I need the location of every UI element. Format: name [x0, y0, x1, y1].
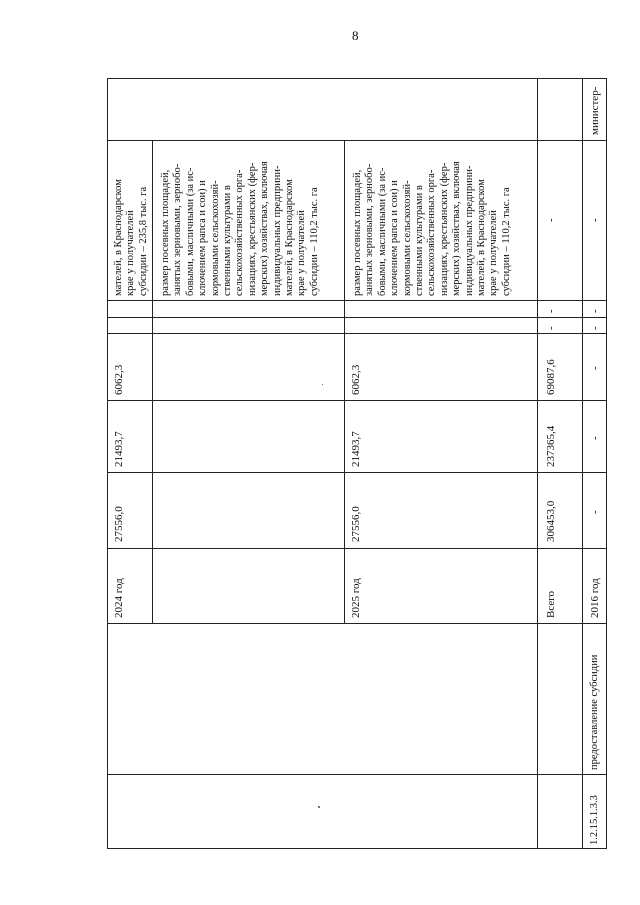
total-2025: 27556,0 — [350, 506, 362, 542]
table-line — [107, 774, 607, 775]
table-line — [107, 333, 607, 334]
table-line — [107, 400, 607, 401]
table-line — [107, 848, 607, 849]
table-line — [107, 317, 607, 318]
table-line — [107, 623, 607, 624]
year-2024: 2024 год — [113, 578, 125, 618]
scan-speck — [322, 384, 323, 385]
row-name: предоставление субсидии — [589, 654, 600, 770]
table-line — [344, 140, 345, 623]
col3-2016: - — [589, 366, 601, 370]
year-2016: 2016 год — [589, 578, 601, 618]
table-line — [537, 78, 538, 848]
total-col3: 69087,6 — [545, 359, 557, 395]
table-line — [107, 140, 607, 141]
total-col4: - — [545, 326, 557, 330]
scan-speck — [318, 806, 320, 808]
total-sum: 306453,0 — [545, 500, 557, 542]
indicator-2024: размер посевных площадей, занятых зерновыми, зернобо- бовыми, масличными (за ис- ключением рапса и сои) и кормовыми сельскохозяй- ственными культурами в сельскохозяйственных орга- низациях, крестьянских (фер- мерских) хозяйствах, включая индивидуальных предприни- мателей, в Краснодарском крае у получателей субсидии – 110,2 тыс. га — [160, 161, 320, 296]
table-line — [582, 78, 583, 848]
table-line — [107, 78, 607, 79]
table-line — [107, 548, 607, 549]
total-col2: 237365,4 — [545, 425, 557, 467]
col2-2024: 21493,7 — [113, 431, 125, 467]
table-line — [107, 472, 607, 473]
table-line — [606, 78, 607, 848]
col3-2025: 6062,3 — [350, 364, 362, 395]
year-2025: 2025 год — [350, 578, 362, 618]
continuation-text: мателей, в Краснодарском крае у получателей субсидии – 235,8 тыс. га — [113, 179, 149, 296]
total-label: Всего — [545, 591, 557, 618]
col2-2025: 21493,7 — [350, 431, 362, 467]
indicator-2016: - — [589, 218, 601, 222]
total-indicator: - — [545, 218, 557, 222]
col2-2016: - — [589, 436, 601, 440]
col4-2016: - — [589, 326, 601, 330]
executor-2016: министер- — [589, 86, 601, 135]
row-code: 1.2.15.1.3.3 — [589, 795, 600, 845]
total-2024: 27556,0 — [113, 506, 125, 542]
page-number: 8 — [352, 28, 359, 43]
indicator-2025: размер посевных площадей, занятых зерновыми, зернобо- бовыми, масличными (за ис- ключением рапса и сои) и кормовыми сельскохозяй- ственными культурами в сельскохозяйственных орга- низациях, крестьянских (фер- мерских) хозяйствах, включая индивидуальных предприни- мателей, в Краснодарском крае у получателей субсидии – 110,2 тыс. га — [352, 161, 512, 296]
total-2016: - — [589, 510, 601, 514]
col3-2024: 6062,3 — [113, 364, 125, 395]
col5-2016: - — [589, 309, 601, 313]
table-line — [107, 300, 607, 301]
total-col5: - — [545, 309, 557, 313]
table-line — [152, 140, 153, 623]
table-line — [107, 78, 108, 848]
